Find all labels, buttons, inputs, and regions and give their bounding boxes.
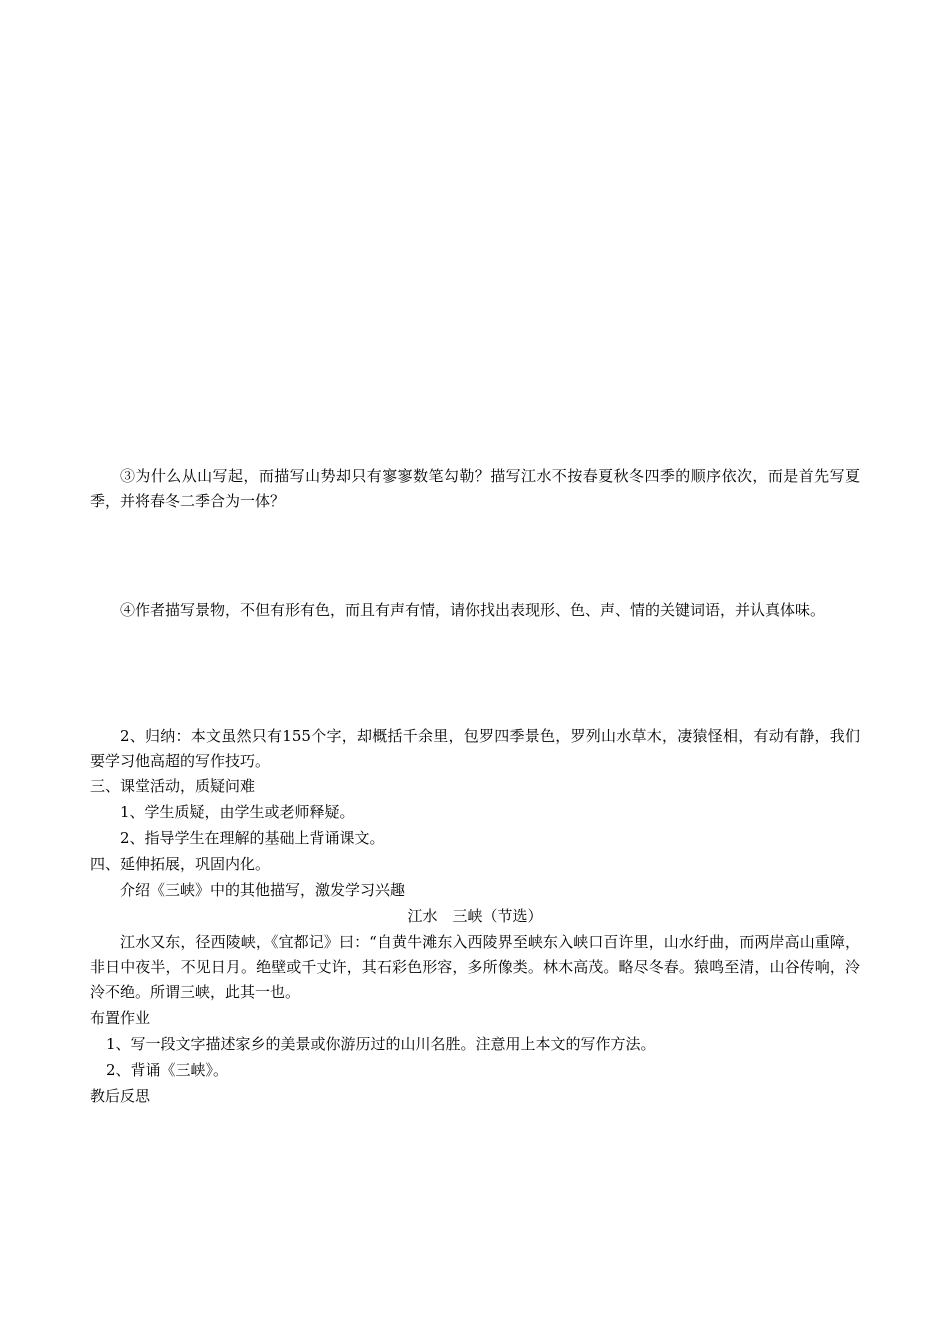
excerpt-title: 江水 三峡（节选） <box>407 907 543 925</box>
extension-intro: 介绍《三峡》中的其他描写，激发学习兴趣 <box>120 881 406 899</box>
homework-heading: 布置作业 <box>90 1009 151 1027</box>
activity-item-1: 1、学生质疑，由学生或老师释疑。 <box>120 803 355 821</box>
section-heading-3: 三、课堂活动，质疑问难 <box>90 777 256 795</box>
section-heading-4: 四、延伸拓展，巩固内化。 <box>90 855 271 873</box>
summary-paragraph: 2、归纳：本文虽然只有155个字，却概括千余里，包罗四季景色，罗列山水草木，凄猿怪相，有动有静，我们要学习他高超的写作技巧。 <box>90 727 860 770</box>
activity-item-2: 2、指导学生在理解的基础上背诵课文。 <box>120 829 385 847</box>
homework-item-2: 2、背诵《三峡》。 <box>106 1061 229 1079</box>
homework-item-1: 1、写一段文字描述家乡的美景或你游历过的山川名胜。注意用上本文的写作方法。 <box>106 1035 656 1053</box>
reflection-heading: 教后反思 <box>90 1087 151 1105</box>
question-3: ③为什么从山写起，而描写山势却只有寥寥数笔勾勒？描写江水不按春夏秋冬四季的顺序依次，而是首先写夏季，并将春冬二季合为一体？ <box>90 467 860 510</box>
question-4: ④作者描写景物，不但有形有色，而且有声有情，请你找出表现形、色、声、情的关键词语，并认真体味。 <box>120 601 826 619</box>
excerpt-text: 江水又东，径西陵峡，《宜都记》曰：“自黄牛滩东入西陵界至峡东入峡口百许里，山水纡曲，而两岸高山重障，非日中夜半，不见日月。绝壁或千丈许，其石彩色形容，多所像类。林木高茂。略尽冬春。猿鸣至清，山谷传响，泠泠不绝。所谓三峡，此其一也。 <box>90 933 860 1001</box>
